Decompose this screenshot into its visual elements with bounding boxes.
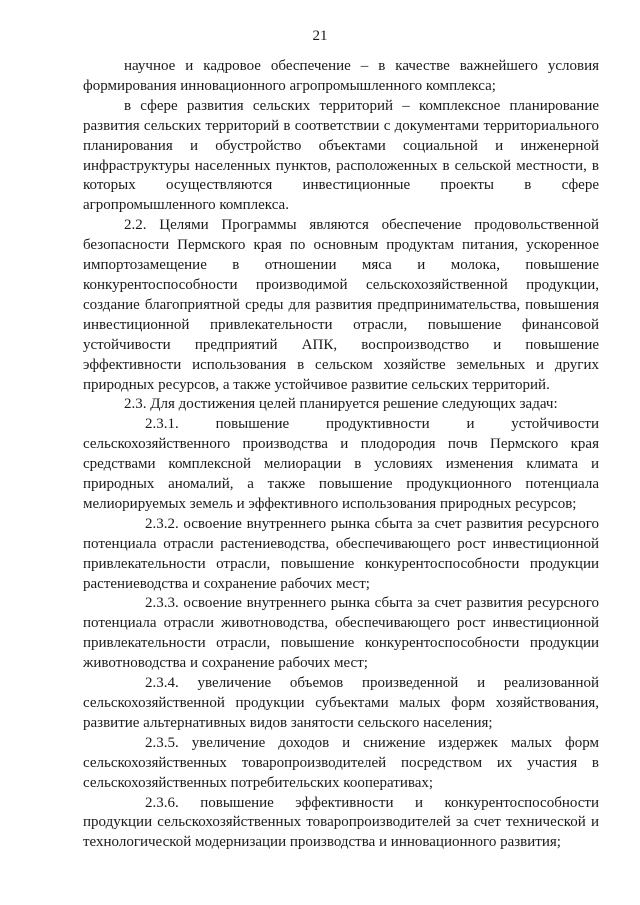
paragraph-task-2-3-3: 2.3.3. освоение внутреннего рынка сбыта за счет развития ресурсного потенциала отрасли животноводства, обеспечивающего рост инвестиционной привлекательности отрасли, повышение конкурентоспособности продукции животноводства и сохранение рабочих мест; <box>83 595 599 672</box>
paragraph-task-2-3-5: 2.3.5. увеличение доходов и снижение издержек малых форм сельскохозяйственных товаропроизводителей посредством их участия в сельскохозяйственных потребительских кооперативах; <box>83 734 599 791</box>
paragraph-scientific-support: научное и кадровое обеспечение – в качестве важнейшего условия формирования инновационного агропромышленного комплекса; <box>83 58 599 94</box>
page-number: 21 <box>312 28 328 44</box>
paragraph-tasks-intro: 2.3. Для достижения целей планируется решение следующих задач: <box>124 396 558 413</box>
document-body <box>83 57 599 853</box>
paragraph-task-2-3-2: 2.3.2. освоение внутреннего рынка сбыта за счет развития ресурсного потенциала отрасли растениеводства, обеспечивающего рост инвестиционной привлекательности отрасли, повышение конкурентоспособности продукции растениеводства и сохранение рабочих мест; <box>83 515 599 592</box>
paragraph-task-2-3-6: 2.3.6. повышение эффективности и конкурентоспособности продукции сельскохозяйственных товаропроизводителей за счет технической и технологической модернизации производства и инновационного развития; <box>83 794 599 851</box>
paragraph-rural-development: в сфере развития сельских территорий – комплексное планирование развития сельских территорий в соответствии с документами территориального планирования и обустройство объектами социальной и инженерной инфраструктуры населенных пунктов, расположенных в сельской местности, в которых осуществляются инвестиционные проекты в сфере агропромышленного комплекса. <box>83 97 599 214</box>
paragraph-task-2-3-4: 2.3.4. увеличение объемов произведенной и реализованной сельскохозяйственной продукции субъектами малых форм хозяйствования, развитие альтернативных видов занятости сельского населения; <box>83 675 599 731</box>
paragraph-task-2-3-1: 2.3.1. повышение продуктивности и устойчивости сельскохозяйственного производства и плодородия почв Пермского края средствами комплексной мелиорации в условиях изменения климата и природных аномалий, а также повышение продукционного потенциала мелиорируемых земель и эффективного использования природных ресурсов; <box>83 416 599 512</box>
paragraph-program-goals: 2.2. Целями Программы являются обеспечение продовольственной безопасности Пермского края по основным продуктам питания, ускоренное импортозамещение в отношении мяса и молока, повышение конкурентоспособности производимой сельскохозяйственной продукции, создание благоприятной среды для развития предпринимательства, повышения инвестиционной привлекательности отрасли, повышение финансовой устойчивости предприятий АПК, воспроизводство и повышение эффективности использования в сельском хозяйстве земельных и других природных ресурсов, а также устойчивое развитие сельских территорий. <box>83 217 599 393</box>
